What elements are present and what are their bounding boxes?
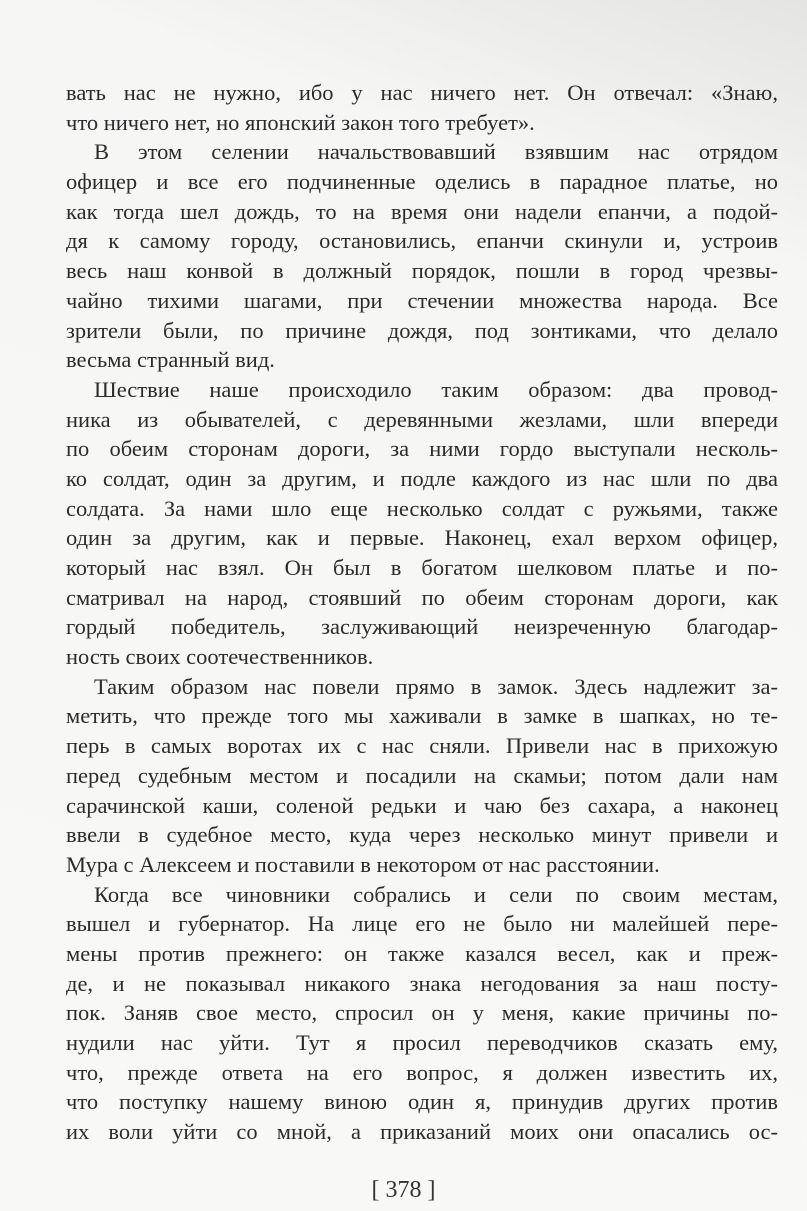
text-line: мены против прежнего: он также казался весел, как и преж-	[66, 940, 778, 966]
text-line: де, и не показывал никакого знака негодования за наш посту-	[66, 970, 778, 996]
text-line: вать нас не нужно, ибо у нас ничего нет. Он отвечал: «Знаю,	[66, 80, 778, 105]
text-line: что, прежде ответа на его вопрос, я должен известить их,	[66, 1059, 778, 1085]
text-line: В этом селении начальствовавший взявшим нас отрядом	[94, 139, 778, 165]
text-line: Шествие наше происходило таким образом: два провод-	[94, 376, 778, 402]
text-line: метить, что прежде того мы хаживали в замке в шапках, но те-	[66, 703, 778, 729]
text-line: как тогда шел дождь, то на время они надели епанчи, а подой-	[66, 198, 778, 224]
text-line: офицер и все его подчиненные оделись в парадное платье, но	[66, 169, 778, 195]
text-line: Мура с Алексеем и поставили в некотором от нас расстоянии.	[66, 851, 660, 877]
text-line: что ничего нет, но японский закон того требует».	[66, 109, 535, 135]
text-line: их воли уйти со мной, а приказаний моих они опасались ос-	[66, 1119, 778, 1145]
text-line: ввели в судебное место, куда через несколько минут привели и	[66, 822, 778, 848]
text-line: зрители были, по причине дождя, под зонтиками, что делало	[66, 317, 778, 343]
text-line: который нас взял. Он был в богатом шелковом платье и по-	[66, 555, 778, 580]
text-line: весь наш конвой в должный порядок, пошли в город чрезвы-	[66, 258, 778, 284]
text-line: Таким образом нас повели прямо в замок. Здесь надлежит за-	[94, 673, 778, 699]
text-line: что поступку нашему виною один я, принудив других против	[66, 1089, 778, 1115]
text-line: по обеим сторонам дороги, за ними гордо выступали несколь-	[66, 436, 778, 462]
text-line: сарачинской каши, соленой редьки и чаю без сахара, а наконец	[66, 792, 778, 818]
text-line: ко солдат, один за другим, и подле каждого из нас шли по два	[66, 465, 778, 491]
text-line: дя к самому городу, остановились, епанчи скинули и, устроив	[66, 228, 778, 254]
text-line: Когда все чиновники собрались и сели по своим местам,	[94, 881, 778, 907]
text-line: солдата. За нами шло еще несколько солдат с ружьями, также	[66, 495, 778, 521]
text-line: ника из обывателей, с деревянными жезлами, шли впереди	[66, 406, 778, 432]
text-line: весьма странный вид.	[66, 347, 275, 373]
text-line: перед судебным местом и посадили на скамьи; потом дали нам	[66, 762, 778, 788]
text-line: один за другим, как и первые. Наконец, ехал верхом офицер,	[66, 525, 778, 551]
text-line: перь в самых воротах их с нас сняли. Привели нас в прихожую	[66, 733, 778, 759]
text-line: гордый победитель, заслуживающий неизреченную благодар-	[66, 614, 778, 640]
text-line: ность своих соотечественников.	[66, 644, 374, 670]
text-line: вышел и губернатор. На лице его не было ни малейшей пере-	[66, 911, 778, 937]
text-line: сматривал на народ, стоявший по обеим сторонам дороги, как	[66, 584, 778, 610]
text-line: чайно тихими шагами, при стечении множества народа. Все	[66, 287, 778, 313]
text-line: пок. Заняв свое место, спросил он у меня, какие причины по-	[66, 1000, 778, 1026]
text-line: нудили нас уйти. Тут я просил переводчиков сказать ему,	[66, 1030, 778, 1055]
page-number: [ 378 ]	[371, 1177, 436, 1203]
body-text	[66, 78, 778, 1147]
